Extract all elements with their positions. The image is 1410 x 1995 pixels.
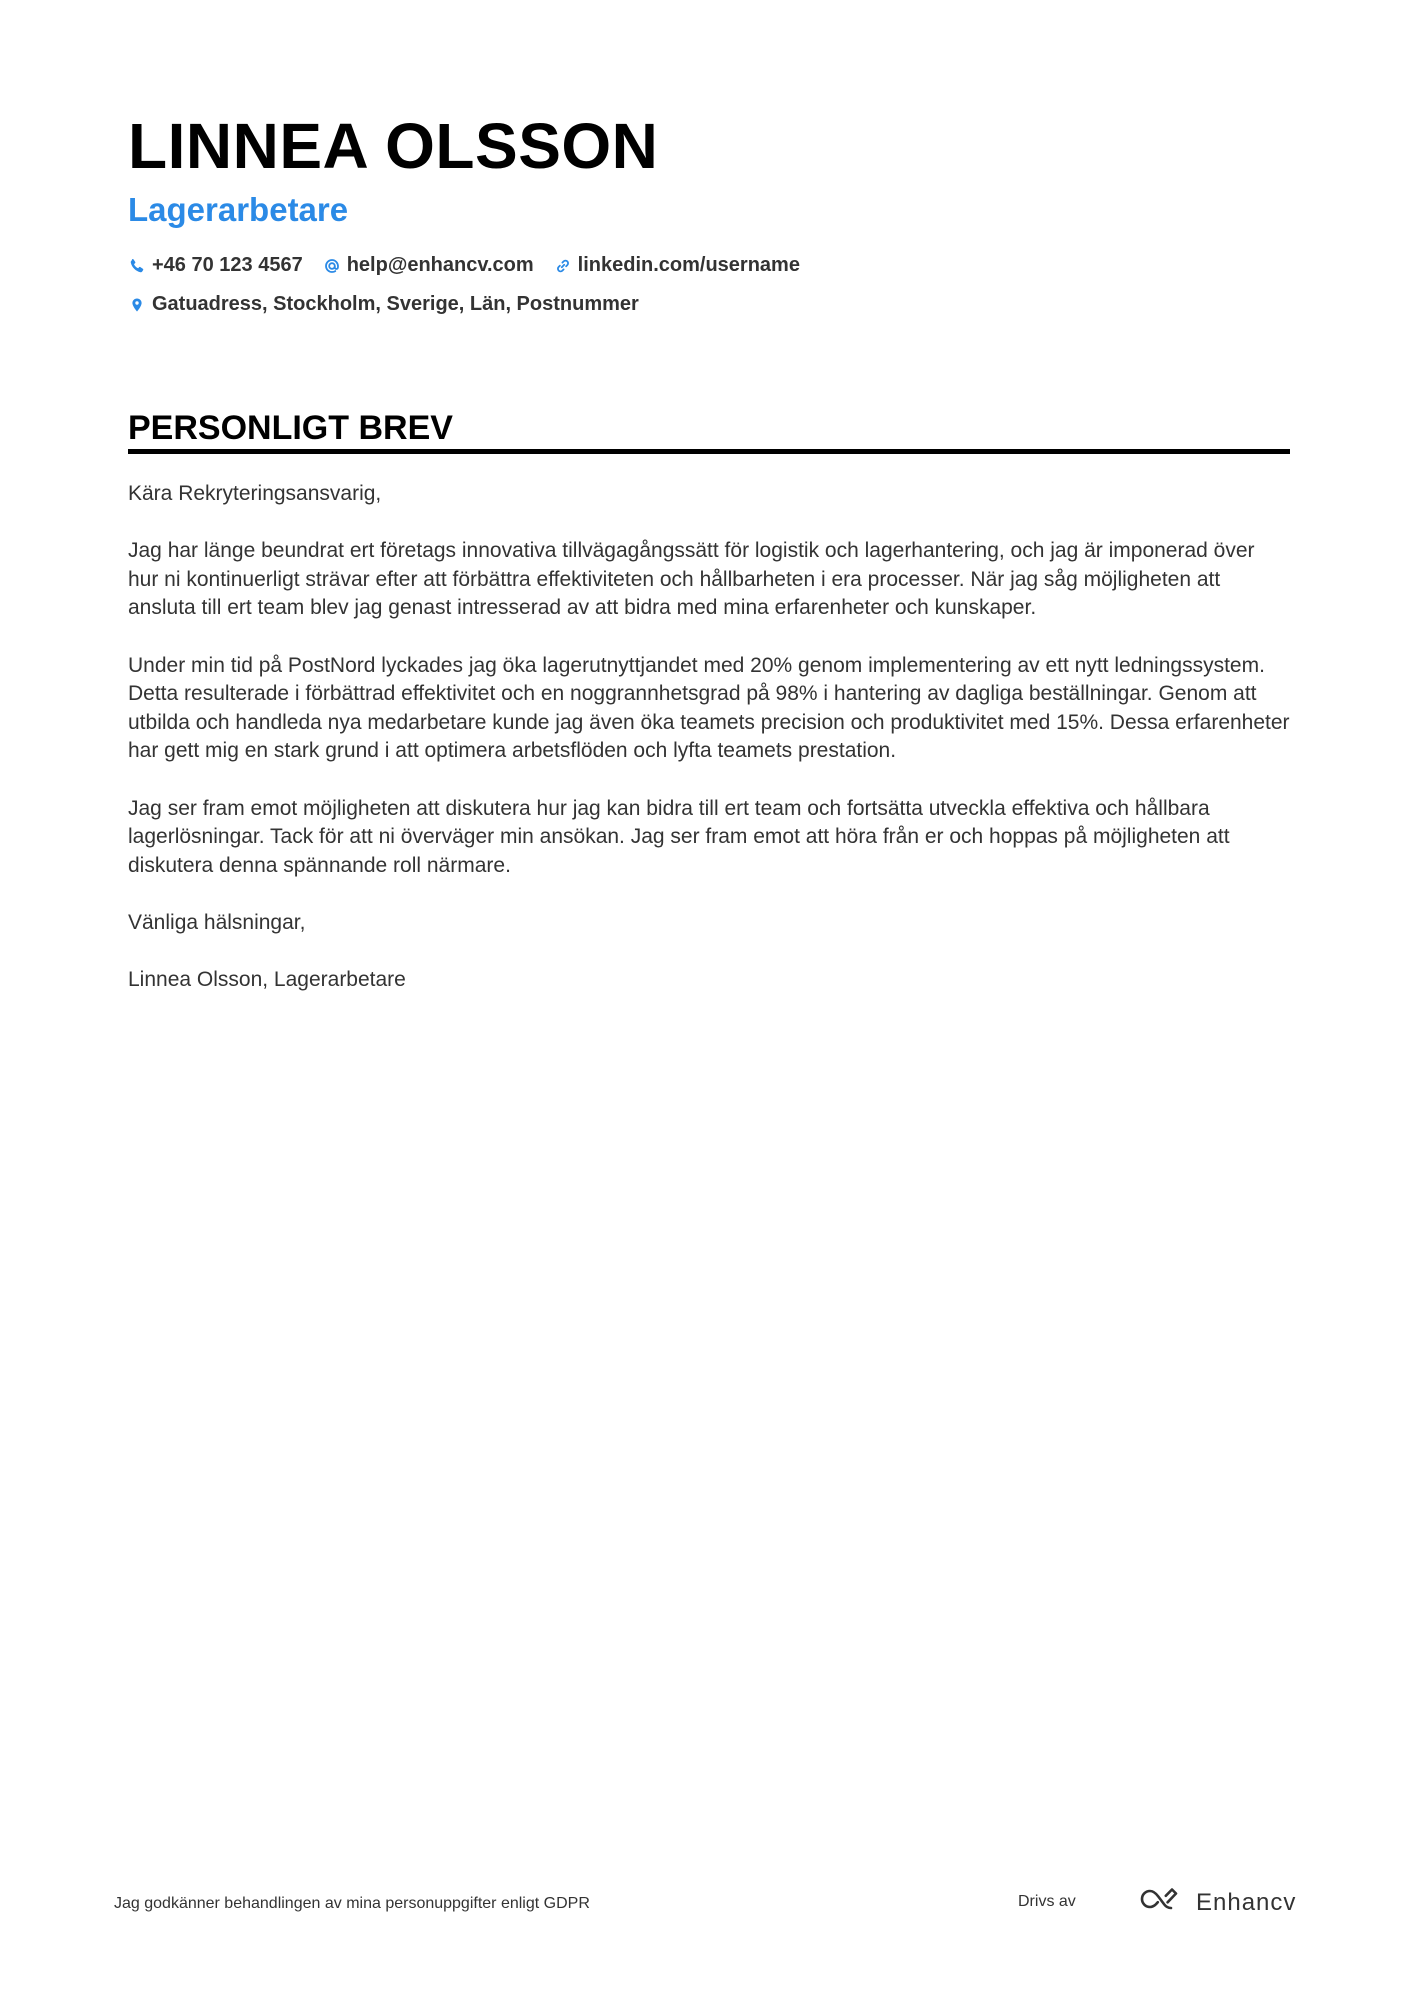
- letter-paragraph: Under min tid på PostNord lyckades jag öka lagerutnyttjandet med 20% genom implementering av ett nytt ledningssystem. Detta resulterade i förbättrad effektivitet och en noggrannhetsgrad på 98% i hantering av dagliga beställningar. Genom att utbilda och handleda nya medarbetare kunde jag även öka teamets precision och produktivitet med 15%. Dessa erfarenheter har gett mig en stark grund i att optimera arbetsflöden och lyfta teamets prestation.: [128, 653, 1290, 763]
- contact-phone: [128, 254, 303, 277]
- linkedin-text: linkedin.com/username: [577, 254, 800, 276]
- candidate-name: LINNEA OLSSON: [128, 110, 659, 182]
- powered-by-label: Drivs av: [1018, 1893, 1076, 1910]
- contact-row-address: [128, 293, 659, 316]
- address-text: Gatuadress, Stockholm, Sverige, Län, Postnummer: [152, 293, 639, 315]
- contact-row-primary: [128, 254, 820, 277]
- contact-linkedin[interactable]: [554, 254, 800, 277]
- at-icon: [323, 257, 341, 275]
- gdpr-consent: Jag godkänner behandlingen av mina personuppgifter enligt GDPR: [114, 1895, 590, 1912]
- section-divider: [128, 449, 1290, 454]
- letter-signature: Linnea Olsson, Lagerarbetare: [128, 968, 406, 992]
- enhancv-brand[interactable]: [1138, 1886, 1296, 1919]
- brand-name: Enhancv: [1196, 1888, 1297, 1916]
- letter-paragraph: Jag ser fram emot möjligheten att diskutera hur jag kan bidra till ert team och fortsätta utveckla effektiva och hållbara lagerlösningar. Tack för att ni överväger min ansökan. Jag ser fram emot att höra från er och hoppas på möjligheten att diskutera denna spännande roll närmare.: [128, 796, 1230, 877]
- phone-icon: [128, 257, 146, 275]
- letter-paragraph: Jag har länge beundrat ert företags innovativa tillvägagångssätt för logistik och lagerhantering, och jag är imponerad över hur ni kontinuerligt strävar efter att förbättra effektiviteten och hållbarheten i era processer. När jag såg möjligheten att ansluta till ert team blev jag genast intresserad av att bidra med mina erfarenheter och kunskaper.: [128, 539, 1255, 620]
- job-title: Lagerarbetare: [128, 191, 349, 228]
- link-icon: [554, 257, 572, 275]
- phone-text: +46 70 123 4567: [152, 254, 303, 276]
- enhancv-logo-icon: [1138, 1886, 1196, 1919]
- letter-greeting: Kära Rekryteringsansvarig,: [128, 482, 382, 505]
- section-title: PERSONLIGT BREV: [128, 409, 453, 447]
- contact-email[interactable]: [323, 254, 534, 277]
- contact-address: [128, 293, 639, 316]
- letter-closing: Vänliga hälsningar,: [128, 910, 306, 934]
- letter-body: [128, 480, 1290, 1023]
- location-pin-icon: [128, 296, 146, 314]
- email-text: help@enhancv.com: [346, 254, 534, 276]
